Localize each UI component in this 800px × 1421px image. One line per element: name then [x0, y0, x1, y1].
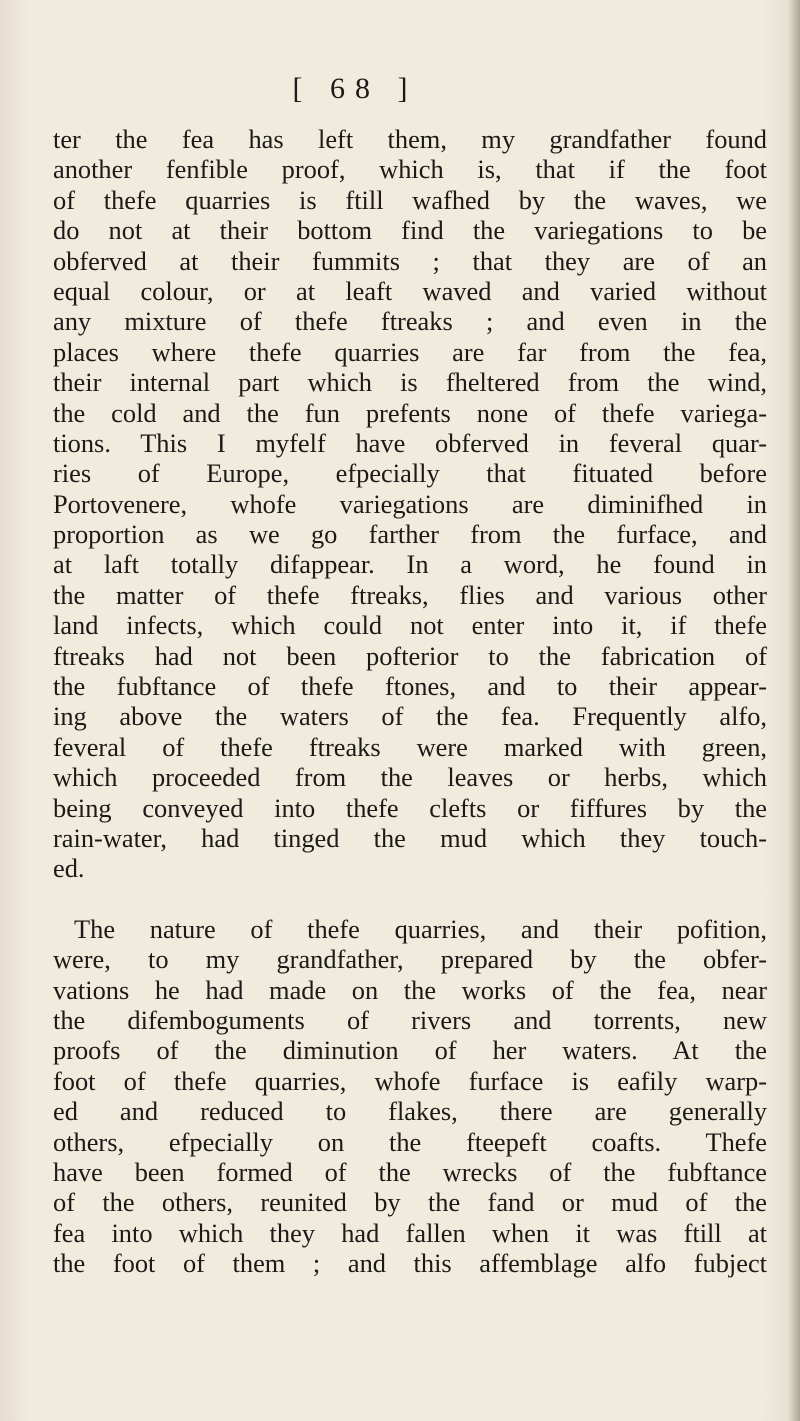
text-line: being conveyed into thefe clefts or fiffures by the [53, 792, 767, 823]
text-line: obferved at their fummits ; that they are of an [53, 245, 767, 276]
text-line: land infects, which could not enter into it, if thefe [53, 610, 767, 641]
text-line: the fubftance of thefe ftones, and to their appear- [53, 671, 767, 702]
text-line: ed and reduced to flakes, there are generally [53, 1096, 767, 1127]
text-line: ing above the waters of the fea. Frequently alfo, [53, 701, 767, 732]
text-line: the foot of them ; and this affemblage alfo fubject [53, 1248, 767, 1279]
text-line: ftreaks had not been pofterior to the fabrication of [53, 640, 767, 671]
text-line: the difemboguments of rivers and torrents, new [53, 1004, 767, 1035]
text-line: equal colour, or at leaft waved and varied without [53, 275, 767, 306]
text-line: rain-water, had tinged the mud which they touch- [53, 822, 767, 853]
text-line: fea into which they had fallen when it was ftill at [53, 1217, 767, 1248]
text-line: ed. [53, 853, 85, 884]
text-line: feveral of thefe ftreaks were marked with green, [53, 731, 767, 762]
text-line: The nature of thefe quarries, and their pofition, [74, 913, 767, 944]
page-number: [ 68 ] [292, 72, 418, 105]
text-line: were, to my grandfather, prepared by the obfer- [53, 944, 767, 975]
text-line: proofs of the diminution of her waters. At the [53, 1035, 767, 1066]
text-line: of thefe quarries is ftill wafhed by the waves, we [53, 184, 767, 215]
paragraph-gap [53, 884, 767, 914]
text-line: ries of Europe, efpecially that fituated before [53, 458, 767, 489]
text-line: the matter of thefe ftreaks, flies and various other [53, 579, 767, 610]
text-line: the cold and the fun prefents none of thefe variega- [53, 397, 767, 428]
text-line: have been formed of the wrecks of the fubftance [53, 1156, 767, 1187]
text-line: vations he had made on the works of the fea, near [53, 974, 767, 1005]
text-line: of the others, reunited by the fand or mud of the [53, 1187, 767, 1218]
text-line: any mixture of thefe ftreaks ; and even in the [53, 306, 767, 337]
text-line: at laft totally difappear. In a word, he found in [53, 549, 767, 580]
text-line: do not at their bottom find the variegations to be [53, 215, 767, 246]
page-edge-shadow [788, 0, 800, 1421]
text-line: proportion as we go farther from the furface, and [53, 519, 767, 550]
text-line: which proceeded from the leaves or herbs, which [53, 762, 767, 793]
text-line: places where thefe quarries are far from the fea, [53, 336, 767, 367]
text-line: tions. This I myfelf have obferved in feveral quar- [53, 427, 767, 458]
text-line: foot of thefe quarries, whofe furface is eafily warp- [53, 1065, 767, 1096]
text-line: another fenfible proof, which is, that if the foot [53, 154, 767, 185]
text-line: others, efpecially on the fteepeft coafts. Thefe [53, 1126, 767, 1157]
body-text [53, 124, 767, 1278]
text-line: ter the fea has left them, my grandfather found [53, 124, 767, 154]
text-line: Portovenere, whofe variegations are diminifhed in [53, 488, 767, 519]
text-line: their internal part which is fheltered from the wind, [53, 367, 767, 398]
